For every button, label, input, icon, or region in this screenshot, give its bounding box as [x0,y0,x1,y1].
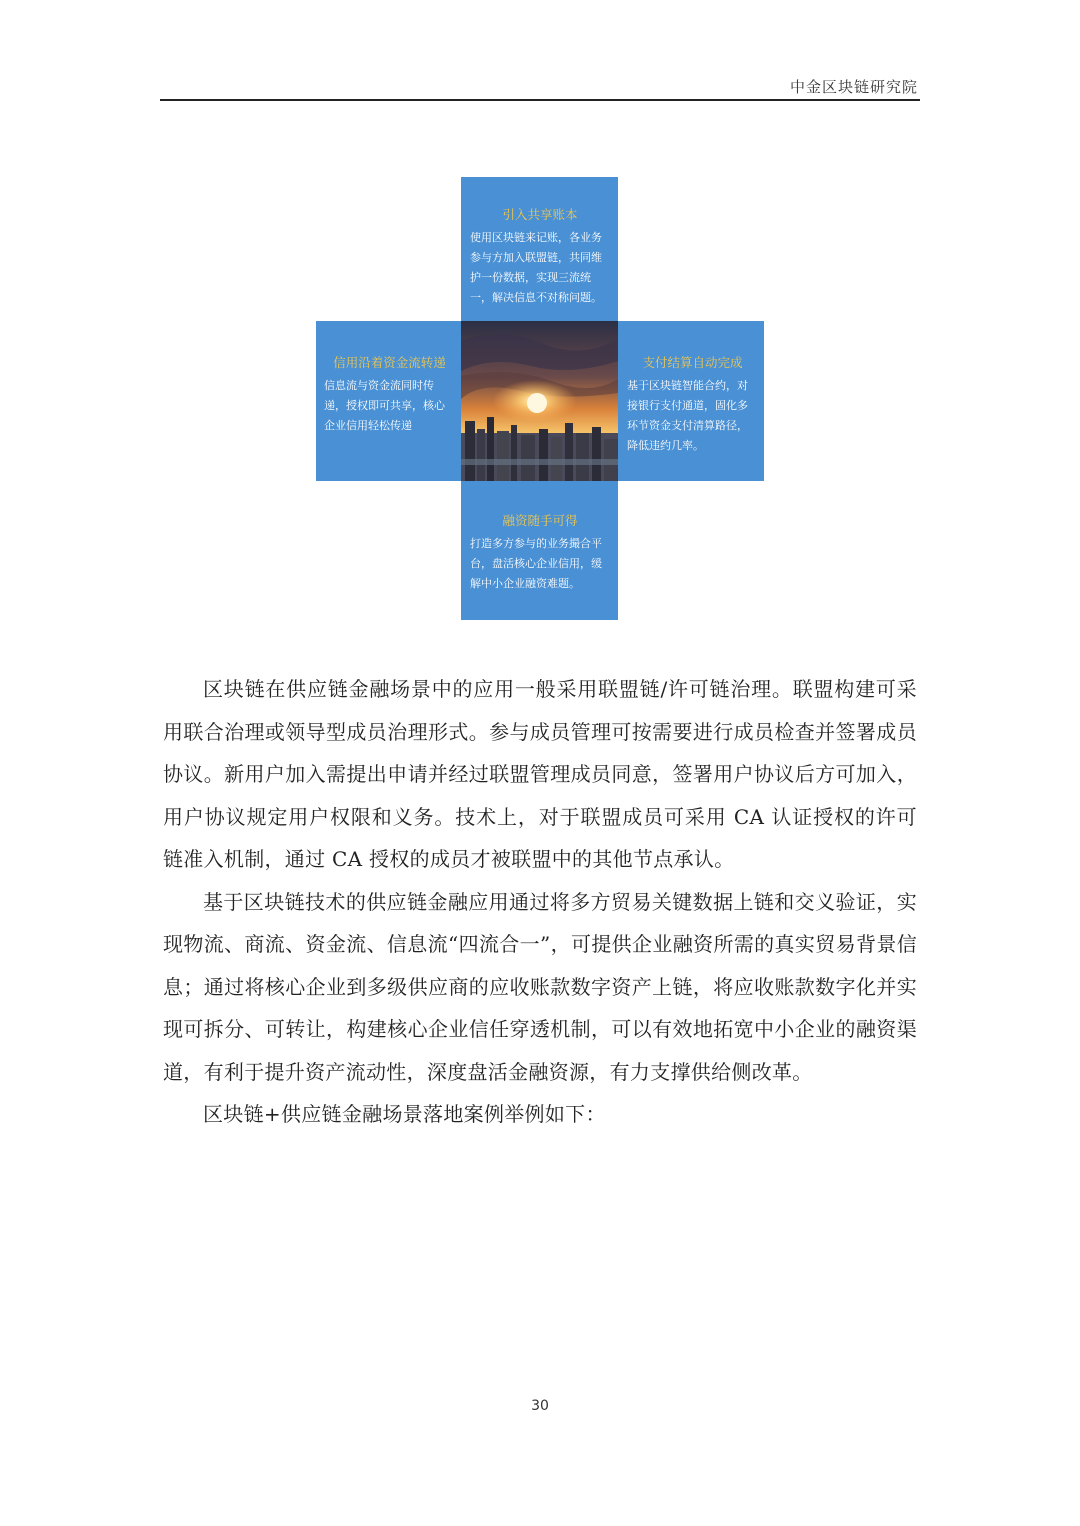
diagram-bottom-title: 融资随手可得 [502,513,578,528]
diagram-bottom-body: 打造多方参与的业务撮合平台，盘活核心企业信用，缓解中小企业融资难题。 [470,537,602,590]
diagram-right-panel [618,321,764,481]
paragraph-governance: 区块链在供应链金融场景中的应用一般采用联盟链/许可链治理。联盟构建可采用联合治理或领导型成员治理形式。参与成员管理可按需要进行成员检查并签署成员协议。新用户加入需提出申请并经过联盟管理成员同意，签署用户协议后方可加入，用户协议规定用户权限和义务。技术上，对于联盟成员可采用 CA 认证授权的许可链准入机制，通过 CA 授权的成员才被联盟中的其他节点承认。 [163,677,917,871]
diagram-left-panel [316,321,461,481]
diagram-top-title: 引入共享账本 [502,207,578,222]
diagram-right-title: 支付结算自动完成 [642,355,743,370]
header-divider [160,99,920,101]
header-institute-name: 中金区块链研究院 [789,78,918,96]
page-number: 30 [531,1398,549,1414]
diagram-bottom-panel [461,481,618,620]
diagram-top-body: 使用区块链来记账，各业务参与方加入联盟链，共同维护一份数据，实现三流统一，解决信息不对称问题。 [470,231,602,304]
city-sunset-image [461,321,618,481]
diagram-left-title: 信用沿着资金流转递 [333,355,446,370]
body-text [163,668,917,1136]
paragraph-case-intro: 区块链+供应链金融场景落地案例举例如下： [203,1102,606,1126]
diagram-top-panel [461,177,618,321]
cross-diagram [316,177,764,620]
diagram-right-body: 基于区块链智能合约，对接银行支付通道，固化多环节资金支付清算路径，降低违约几率。 [627,379,748,452]
paragraph-application: 基于区块链技术的供应链金融应用通过将多方贸易关键数据上链和交义验证，实现物流、商流、资金流、信息流“四流合一”，可提供企业融资所需的真实贸易背景信息；通过将核心企业到多级供应商的应收账款数字资产上链，将应收账款数字化并实现可拆分、可转让，构建核心企业信任穿透机制，可以有效地拓宽中小企业的融资渠道，有利于提升资产流动性，深度盘活金融资源，有力支撑供给侧改革。 [163,889,917,1084]
diagram-left-body: 信息流与资金流同时传递，授权即可共享，核心企业信用轻松传递 [324,379,445,432]
